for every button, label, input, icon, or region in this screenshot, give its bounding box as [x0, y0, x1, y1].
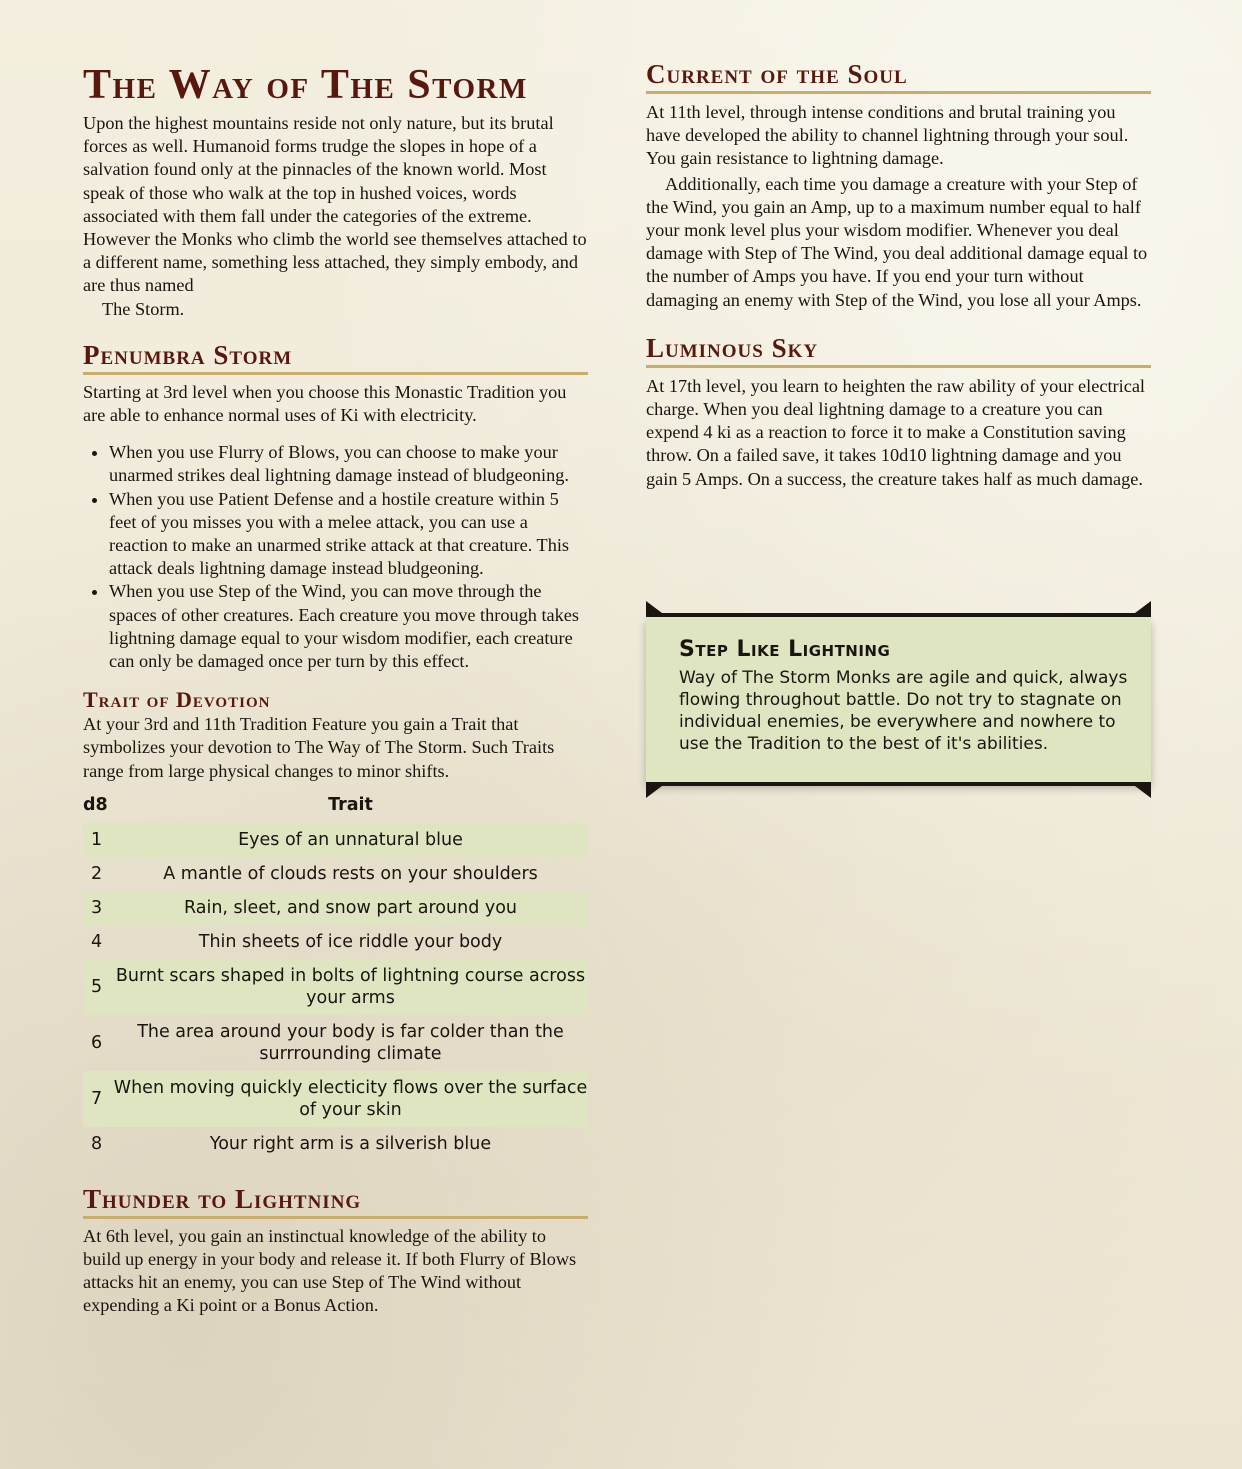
luminous-sky-heading: Luminous Sky	[646, 332, 1151, 368]
table-cell-trait: Your right arm is a silverish blue	[209, 1133, 492, 1154]
table-cell-trait: Rain, sleet, and snow part around you	[113, 891, 588, 925]
list-item: • When you use Step of the Wind, you can move through the spaces of other creatures. Each creature you move through takes lightning damage equal to your wisdom modifier, each creature can only be damaged once per turn by this effect.	[109, 580, 588, 673]
table-cell-trait: Thin sheets of ice riddle your body	[198, 931, 503, 952]
table-cell-trait: Burnt scars shaped in bolts of lightning course across your arms	[113, 959, 588, 1015]
table-row	[83, 1071, 588, 1127]
page-title: The Way of The Storm	[83, 62, 528, 108]
note-bottom-border	[646, 782, 1151, 786]
current-of-the-soul-text: At 11th level, through intense conditions and brutal training you have developed the ability to channel lightning through your soul. You gain resistance to lightning damage.	[646, 102, 1129, 169]
table-row	[83, 959, 588, 1015]
list-item: • When you use Patient Defense and a hostile creature within 5 feet of you misses you with a melee attack, you can use a reaction to make an unarmed strike attack at that creature. This attack deals lightning damage instead bludgeoning.	[109, 488, 588, 581]
current-of-the-soul-text-2: Additionally, each time you damage a creature with your Step of the Wind, you gain an Amp, up to a maximum number equal to half your monk level plus your wisdom modifier. Whenever you deal damage with Step of The Wind, you deal additional damage equal to the number of Amps you have. If you end your turn without damaging an enemy with Step of the Wind, you lose all your Amps.	[646, 173, 1148, 310]
trait-of-devotion-heading: Trait of Devotion	[83, 687, 271, 713]
table-cell-roll: 4	[91, 931, 103, 952]
table-cell-roll: 8	[91, 1133, 103, 1154]
table-row	[83, 891, 588, 925]
table-row	[83, 925, 588, 959]
penumbra-storm-heading: Penumbra Storm	[83, 339, 588, 375]
left-column	[83, 62, 588, 1318]
intro-paragraph: Upon the highest mountains reside not only nature, but its brutal forces as well. Humanoid forms trudge the slopes in hope of a salvation found only at the pinnacles of the known world. Most speak of those who walk at the top in hushed voices, words associated with them fall under the categories of the extreme. However the Monks who climb the world see themselves attached to a different name, something less attached, they simply embody, and are thus named	[83, 113, 587, 296]
table-header-d8: d8	[83, 794, 108, 815]
table-cell-roll: 6	[91, 1032, 103, 1053]
note-text: Way of The Storm Monks are agile and quick, always flowing throughout battle. Do not try to stagnate on individual enemies, be everywhere and nowhere to use the Tradition to the best of it's abilities.	[679, 668, 1128, 754]
table-row	[83, 1015, 588, 1071]
table-cell-roll: 3	[83, 891, 113, 925]
note-corner-bottom-right	[1135, 786, 1151, 798]
luminous-sky-text: At 17th level, you learn to heighten the raw ability of your electrical charge. When you deal lightning damage to a creature you can expend 4 ki as a reaction to force it to make a Constitution saving throw. On a failed save, it takes 10d10 lightning damage and you gain 5 Amps. On a success, the creature takes half as much damage.	[646, 375, 1146, 489]
note-corner-top-left	[646, 601, 662, 613]
table-cell-trait: A mantle of clouds rests on your shoulders	[163, 863, 538, 884]
note-top-border	[646, 613, 1151, 617]
table-row	[83, 857, 588, 891]
table-row	[83, 1127, 588, 1161]
table-cell-trait: When moving quickly electicity flows over the surface of your skin	[113, 1071, 588, 1127]
thunder-to-lightning-heading: Thunder to Lightning	[83, 1183, 588, 1219]
note-corner-top-right	[1135, 601, 1151, 613]
thunder-to-lightning-text: At 6th level, you gain an instinctual knowledge of the ability to build up energy in your body and release it. If both Flurry of Blows attacks hit an enemy, you can use Step of The Wind without expending a Ki point or a Bonus Action.	[83, 1225, 577, 1316]
table-cell-trait: The area around your body is far colder than the surrrounding climate	[137, 1021, 564, 1064]
trait-of-devotion-text: At your 3rd and 11th Tradition Feature you gain a Trait that symbolizes your devotion to The Way of The Storm. Such Traits range from large physical changes to minor shifts.	[83, 714, 555, 781]
note-title: Step Like Lightning	[679, 637, 891, 662]
table-cell-roll: 7	[83, 1071, 113, 1127]
penumbra-storm-text: Starting at 3rd level when you choose this Monastic Tradition you are able to enhance normal uses of Ki with electricity.	[83, 381, 567, 426]
trait-table	[83, 795, 588, 1161]
table-row	[83, 823, 588, 857]
right-column	[646, 58, 1151, 491]
table-cell-roll: 2	[91, 863, 103, 884]
note-box	[646, 601, 1151, 797]
table-cell-roll: 1	[83, 823, 113, 857]
penumbra-storm-list	[83, 441, 588, 673]
table-cell-roll: 5	[83, 959, 113, 1015]
note-corner-bottom-left	[646, 786, 662, 798]
list-item: • When you use Flurry of Blows, you can choose to make your unarmed strikes deal lightning damage instead of bludgeoning.	[109, 441, 588, 487]
intro-tail: The Storm.	[102, 298, 185, 319]
table-header-trait: Trait	[328, 794, 373, 815]
table-cell-trait: Eyes of an unnatural blue	[113, 823, 588, 857]
current-of-the-soul-heading: Current of the Soul	[646, 58, 1151, 94]
